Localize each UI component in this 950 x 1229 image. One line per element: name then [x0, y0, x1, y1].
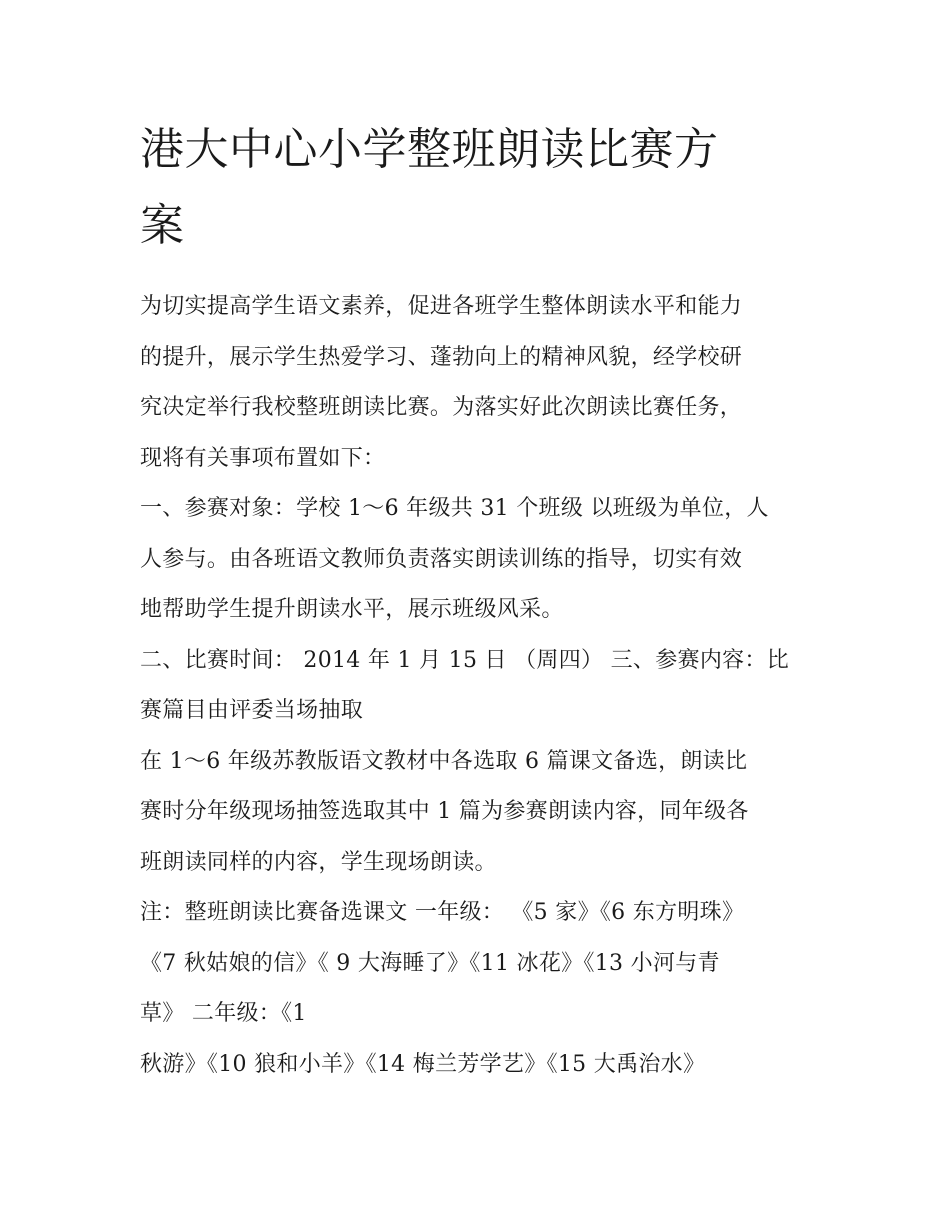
document-body — [140, 112, 820, 1090]
text-line: 究决定举行我校整班朗读比赛。为落实好此次朗读比赛任务， — [140, 395, 743, 420]
text-line: 二、比赛时间： 2014 年 1 月 15 日 （周四） 三、参赛内容：比 — [140, 647, 790, 673]
text-line: 赛篇目由评委当场抽取 — [140, 698, 364, 723]
text-line: 注：整班朗读比赛备选课文 一年级： 《5 家》《6 东方明珠》 — [140, 900, 745, 925]
text-line: 人参与。由各班语文教师负责落实朗读训练的指导，切实有效 — [140, 546, 743, 572]
document-title — [140, 112, 820, 264]
text-block — [140, 282, 820, 1090]
title-line: 港大中心小学整班朗读比赛方 — [140, 124, 719, 175]
text-line: 《7 秋姑娘的信》《 9 大海睡了》《11 冰花》《13 小河与青 — [140, 950, 720, 976]
text-line: 地帮助学生提升朗读水平，展示班级风采。 — [140, 597, 564, 622]
text-line: 班朗读同样的内容，学生现场朗读。 — [140, 849, 497, 875]
text-line: 秋游》《10 狼和小羊》《14 梅兰芳学艺》《15 大禹治水》 — [140, 1051, 706, 1077]
text-line: 为切实提高学生语文素养，促进各班学生整体朗读水平和能力 — [140, 294, 743, 319]
text-line: 在 1～6 年级苏教版语文教材中各选取 6 篇课文备选，朗读比 — [140, 748, 748, 774]
title-line: 案 — [140, 200, 185, 251]
text-line: 草》 二年级：《1 — [140, 1001, 307, 1026]
text-line: 赛时分年级现场抽签选取其中 1 篇为参赛朗读内容，同年级各 — [140, 799, 749, 824]
text-line: 的提升，展示学生热爱学习、蓬勃向上的精神风貌，经学校研 — [140, 344, 743, 370]
text-line: 一、参赛对象：学校 1～6 年级共 31 个班级 以班级为单位，人 — [140, 496, 769, 521]
text-line: 现将有关事项布置如下： — [140, 445, 386, 471]
